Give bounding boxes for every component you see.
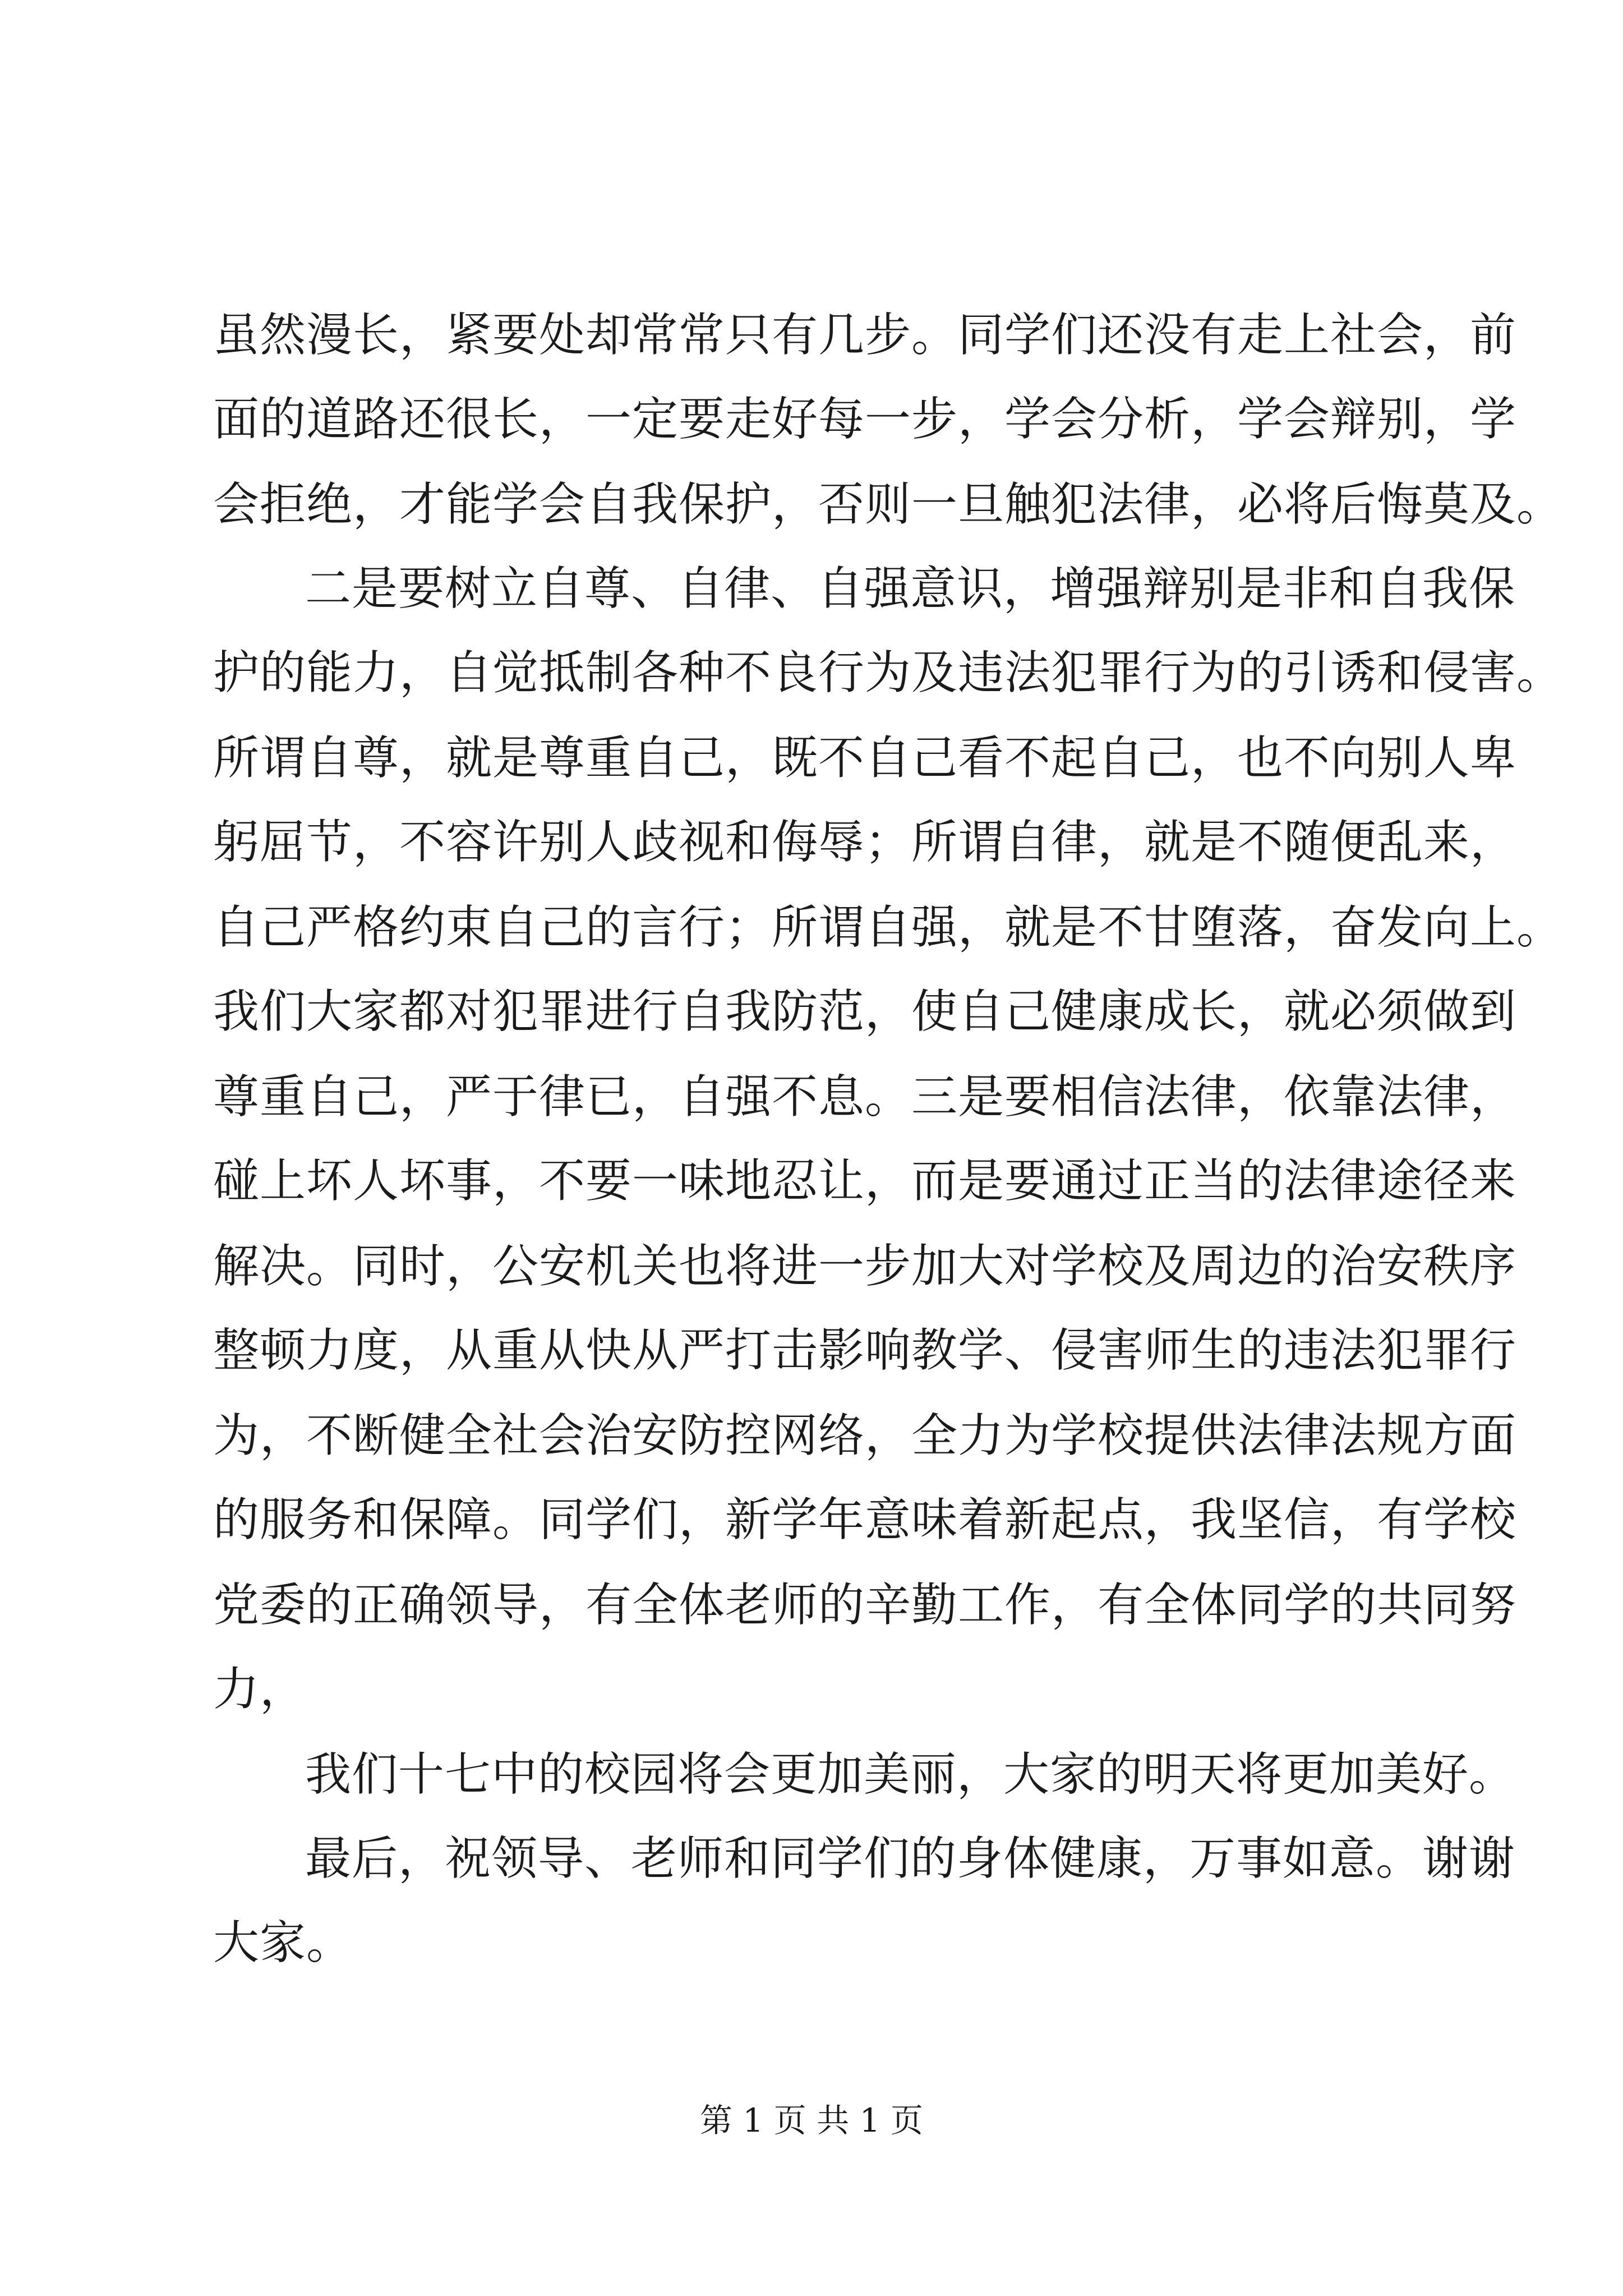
text-line: 党委的正确领导，有全体老师的辛勤工作，有全体同学的共同努 bbox=[213, 1579, 1517, 1632]
text-line: 最后，祝领导、老师和同学们的身体健康，万事如意。谢谢 bbox=[305, 1832, 1516, 1885]
text-line: 尊重自己，严于律已，自强不息。三是要相信法律，依靠法律， bbox=[213, 1070, 1517, 1124]
text-line: 护的能力，自觉抵制各种不良行为及违法犯罪行为的引诱和侵害。 bbox=[213, 646, 1564, 700]
text-line: 整顿力度，从重从快从严打击影响教学、侵害师生的违法犯罪行 bbox=[213, 1324, 1517, 1377]
text-line: 所谓自尊，就是尊重自己，既不自己看不起自己，也不向别人卑 bbox=[213, 731, 1517, 785]
page-footer: 第 1 页 共 1 页 bbox=[700, 2101, 923, 2139]
text-line: 力， bbox=[213, 1663, 307, 1716]
text-line: 大家。 bbox=[213, 1916, 353, 1970]
text-line: 躬屈节，不容许别人歧视和侮辱；所谓自律，就是不随便乱来， bbox=[213, 816, 1517, 869]
text-line: 虽然漫长，紧要处却常常只有几步。同学们还没有走上社会，前 bbox=[213, 309, 1517, 362]
text-line: 为，不断健全社会治安防控网络，全力为学校提供法律法规方面 bbox=[213, 1409, 1517, 1462]
text-line: 面的道路还很长，一定要走好每一步，学会分析，学会辩别，学 bbox=[213, 393, 1517, 446]
text-line: 会拒绝，才能学会自我保护，否则一旦触犯法律，必将后悔莫及。 bbox=[213, 478, 1564, 531]
text-line: 我们十七中的校园将会更加美丽，大家的明天将更加美好。 bbox=[305, 1748, 1516, 1801]
text-line: 解决。同时，公安机关也将进一步加大对学校及周边的治安秩序 bbox=[213, 1240, 1517, 1293]
text-line: 我们大家都对犯罪进行自我防范，使自己健康成长，就必须做到 bbox=[213, 985, 1517, 1038]
text-line: 自己严格约束自己的言行；所谓自强，就是不甘堕落，奋发向上。 bbox=[213, 901, 1564, 954]
text-line: 二是要树立自尊、自律、自强意识，增强辩别是非和自我保 bbox=[305, 562, 1516, 615]
text-line: 的服务和保障。同学们，新学年意味着新起点，我坚信，有学校 bbox=[213, 1493, 1517, 1547]
text-line: 碰上坏人坏事，不要一味地忍让，而是要通过正当的法律途径来 bbox=[213, 1154, 1517, 1208]
